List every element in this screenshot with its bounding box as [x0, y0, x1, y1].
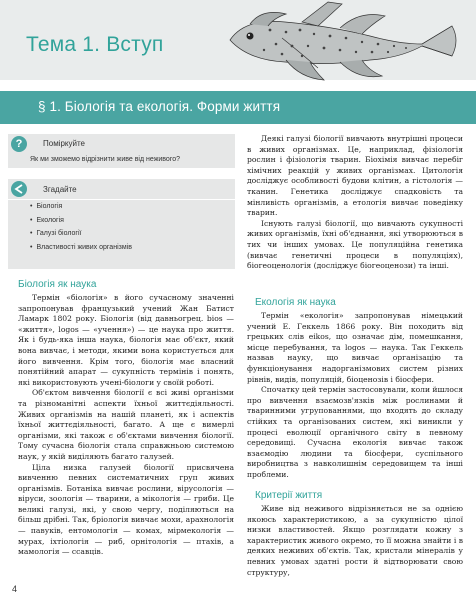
question-icon: ? [11, 136, 27, 152]
right-column-criteria [247, 504, 463, 578]
list-item: • Екологія [30, 214, 132, 228]
right-column-ecology [247, 311, 463, 481]
paragraph: Ціла низка галузей біології присвячена вивченню певних систематичних груп живих організмів. Ботаніка вивчає рослини, вірусологія — віруси, зоологія — тварини, а мікологія — гриби. Це великі галузі, які, у свою чергу, поділяються на більш дрібні. Так, бріологія вивчає мохи, арахнологія — павуків, ентомологія — комах, мірмекологія — мурах, іхтіологія — риб, орнітологія — птахів, а мамологія — ссавців. [18, 462, 234, 557]
ecology-heading: Екологія як наука [255, 297, 336, 308]
right-column-top [247, 134, 463, 272]
list-item: • Галузі біології [30, 227, 132, 241]
think-box-question: Як ми зможемо відрізнити живе від неживого? [30, 156, 181, 163]
paragraph: Термін «біологія» в його сучасному значенні запропонував французький учений Жан Батист Ламарк 1802 року. Біологія (від давньогрец. bios — «життя», logos — «учення») — це наука про життя. Як і будь-яка інша наука, біологія має об'єкт, який вона вивчає, і методи, якими вона користується для його вивчення. Крім того, біологія має власний понятійний апарат — сукупність термінів і понять, які використовують учені-біологи у своїй роботі. [18, 293, 234, 387]
list-item: • Біологія [30, 200, 132, 214]
recall-list [30, 200, 132, 254]
criteria-heading: Критерії життя [255, 490, 323, 501]
paragraph: Термін «екологія» запропонував німецький учений Е. Геккель 1866 року. Він походить від грецьких слів eikos, що означає дім, помешкання, місце перебування, та logos — наука. Так Геккель назвав науку, що вивчає організацію та функціонування надорганізмових систем різних рівнів, видів, популяцій, біоценозів і біосфери. [247, 311, 463, 384]
topic-title: Тема 1. Вступ [26, 33, 164, 56]
paragraph: Об'єктом вивчення біології є всі живі організми та різноманітні аспекти їхньої життєдіяльності. Живих організмів на нашій планеті, як і аспектів їхньої життєдіяльності, багато. А ще є вимерлі організми, які також є об'єктами вивчення біології. Тому сучасна біологія стала справжньою системою наук, у якій виділяють багато галузей. [18, 388, 234, 461]
fish-illustration [190, 0, 476, 86]
section-title: § 1. Біологія та екологія. Форми життя [38, 99, 281, 114]
paragraph: Живе від неживого відрізняється не за однією якоюсь характеристикою, а за сукупністю цілої низки властивостей. Якщо розглядати кожну з характеристик живого окремо, то її можна знайти і в деяких неживих об'єктів. Так, кристали мінералів у певних умовах здатні рости й відтворювати свою структуру, [247, 504, 463, 577]
paragraph: Деякі галузі біології вивчають внутрішні процеси в живих організмах. Це, наприклад, фізіологія рослин і фізіологія тварин. Біохімія вивчає перебіг хімічних реакцій у живих організмах. Цитологія досліджує особливості будови клітин, а гістологія — тканин. Генетика досліджує спадковість та мінливість організмів, а етологія вивчає поведінку тварин. [247, 134, 463, 218]
biology-heading: Біологія як наука [18, 279, 97, 290]
think-box-heading: Поміркуйте [43, 139, 86, 148]
arrow-left-icon [11, 181, 27, 197]
left-column [18, 293, 234, 558]
paragraph: Існують галузі біології, що вивчають сукупності живих організмів, їхні об'єднання, які утворюються в тих чи інших умовах. Це популяційна генетика (вивчає генетичні процеси в популяціях), біогеоценологія (досліджує біогеоценози) та інші. [247, 218, 463, 271]
recall-box-heading: Згадайте [43, 185, 77, 194]
list-item: • Властивості живих організмів [30, 241, 132, 255]
paragraph: Спочатку цей термін застосовували, коли йшлося про вивчення взаємозв'язків між рослинами й тваринними угрупованнями, що входять до складу стійких та організованих систем, які виникли у процесі еволюції органічного світу в певному середовищі. Сучасна екологія вивчає також взаємодію людини та біосфери, суспільного виробництва з навколишнім середовищем та інші проблеми. [247, 385, 463, 479]
page-number: 4 [12, 584, 18, 594]
